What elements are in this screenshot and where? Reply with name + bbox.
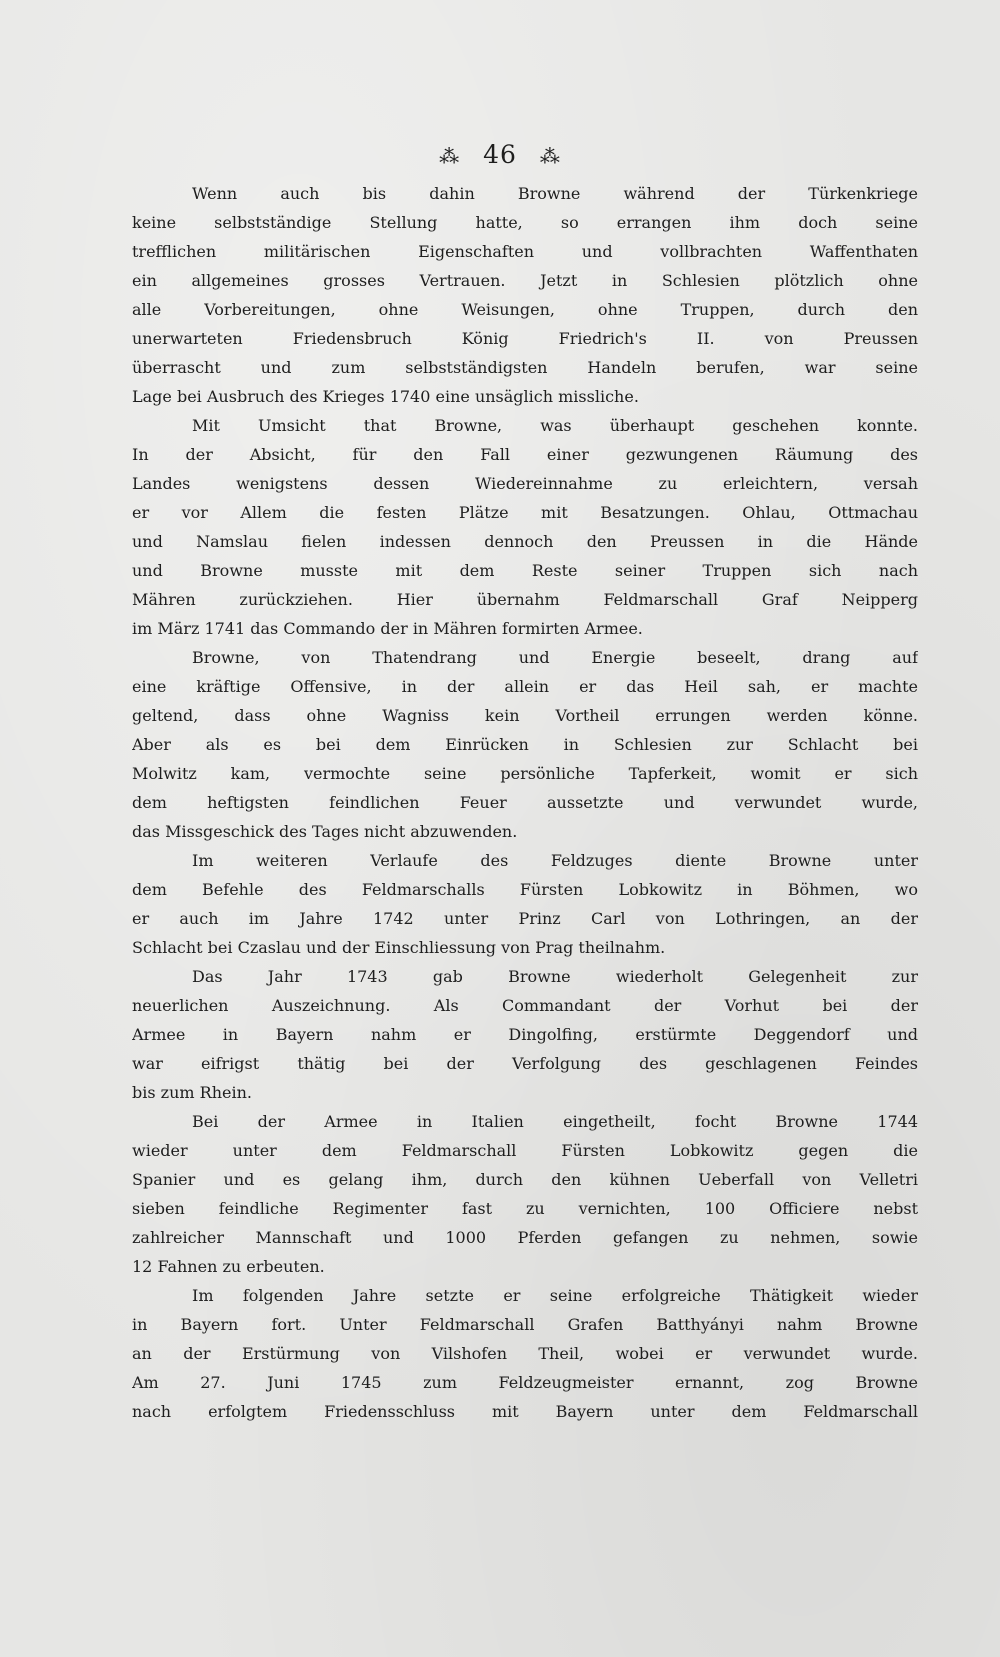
text-line: er auch im Jahre 1742 unter Prinz Carl von Lothringen, an der xyxy=(132,909,918,928)
text-line: Im folgenden Jahre setzte er seine erfolgreiche Thätigkeit wieder xyxy=(192,1286,918,1305)
text-line: sieben feindliche Regimenter fast zu vernichten, 100 Officiere nebst xyxy=(132,1199,918,1218)
text-line: Schlacht bei Czaslau und der Einschliessung von Prag theilnahm. xyxy=(132,938,666,957)
text-line: geltend, dass ohne Wagniss kein Vortheil errungen werden könne. xyxy=(132,706,918,725)
page-header xyxy=(0,140,1000,169)
text-line: Bei der Armee in Italien eingetheilt, focht Browne 1744 xyxy=(192,1112,918,1131)
text-line: trefflichen militärischen Eigenschaften und vollbrachten Waffenthaten xyxy=(132,242,918,261)
text-line: Browne, von Thatendrang und Energie beseelt, drang auf xyxy=(192,648,918,667)
text-line: keine selbstständige Stellung hatte, so errangen ihm doch seine xyxy=(132,213,918,232)
text-line: Armee in Bayern nahm er Dingolfing, erstürmte Deggendorf und xyxy=(132,1025,918,1044)
text-line: Im weiteren Verlaufe des Feldzuges diente Browne unter xyxy=(192,851,918,870)
text-line: und Browne musste mit dem Reste seiner Truppen sich nach xyxy=(132,561,918,580)
text-line: neuerlichen Auszeichnung. Als Commandant der Vorhut bei der xyxy=(132,996,918,1015)
text-line: in Bayern fort. Unter Feldmarschall Grafen Batthyányi nahm Browne xyxy=(132,1315,918,1334)
text-line: dem Befehle des Feldmarschalls Fürsten Lobkowitz in Böhmen, wo xyxy=(132,880,918,899)
body-text xyxy=(132,184,918,1431)
text-line: ein allgemeines grosses Vertrauen. Jetzt in Schlesien plötzlich ohne xyxy=(132,271,918,290)
text-line: im März 1741 das Commando der in Mähren formirten Armee. xyxy=(132,619,643,638)
text-line: Mit Umsicht that Browne, was überhaupt geschehen konnte. xyxy=(192,416,918,435)
text-line: war eifrigst thätig bei der Verfolgung des geschlagenen Feindes xyxy=(132,1054,918,1073)
text-line: unerwarteten Friedensbruch König Friedrich's II. von Preussen xyxy=(132,329,918,348)
text-line: nach erfolgtem Friedensschluss mit Bayern unter dem Feldmarschall xyxy=(132,1402,918,1421)
text-line: an der Erstürmung von Vilshofen Theil, wobei er verwundet wurde. xyxy=(132,1344,918,1363)
ornament-left-icon: ⁂ xyxy=(439,144,461,168)
text-line: Wenn auch bis dahin Browne während der Türkenkriege xyxy=(192,184,918,203)
text-line: Das Jahr 1743 gab Browne wiederholt Gelegenheit zur xyxy=(192,967,918,986)
text-line: bis zum Rhein. xyxy=(132,1083,252,1102)
text-line: er vor Allem die festen Plätze mit Besatzungen. Ohlau, Ottmachau xyxy=(132,503,918,522)
text-line: alle Vorbereitungen, ohne Weisungen, ohne Truppen, durch den xyxy=(132,300,918,319)
text-line: In der Absicht, für den Fall einer gezwungenen Räumung des xyxy=(132,445,918,464)
text-line: eine kräftige Offensive, in der allein er das Heil sah, er machte xyxy=(132,677,918,696)
text-line: wieder unter dem Feldmarschall Fürsten Lobkowitz gegen die xyxy=(132,1141,918,1160)
ornament-right-icon: ⁂ xyxy=(539,144,561,168)
text-line: 12 Fahnen zu erbeuten. xyxy=(132,1257,325,1276)
text-line: überrascht und zum selbstständigsten Handeln berufen, war seine xyxy=(132,358,918,377)
text-line: Spanier und es gelang ihm, durch den kühnen Ueberfall von Velletri xyxy=(132,1170,918,1189)
page-number: 46 xyxy=(483,140,517,169)
text-line: und Namslau fielen indessen dennoch den Preussen in die Hände xyxy=(132,532,918,551)
text-line: Am 27. Juni 1745 zum Feldzeugmeister ernannt, zog Browne xyxy=(132,1373,918,1392)
text-line: Landes wenigstens dessen Wiedereinnahme zu erleichtern, versah xyxy=(132,474,918,493)
text-line: Aber als es bei dem Einrücken in Schlesien zur Schlacht bei xyxy=(132,735,918,754)
text-line: zahlreicher Mannschaft und 1000 Pferden gefangen zu nehmen, sowie xyxy=(132,1228,918,1247)
text-line: dem heftigsten feindlichen Feuer aussetzte und verwundet wurde, xyxy=(132,793,918,812)
text-line: Lage bei Ausbruch des Krieges 1740 eine unsäglich missliche. xyxy=(132,387,639,406)
text-line: das Missgeschick des Tages nicht abzuwenden. xyxy=(132,822,518,841)
text-line: Mähren zurückziehen. Hier übernahm Feldmarschall Graf Neipperg xyxy=(132,590,918,609)
text-line: Molwitz kam, vermochte seine persönliche Tapferkeit, womit er sich xyxy=(132,764,918,783)
